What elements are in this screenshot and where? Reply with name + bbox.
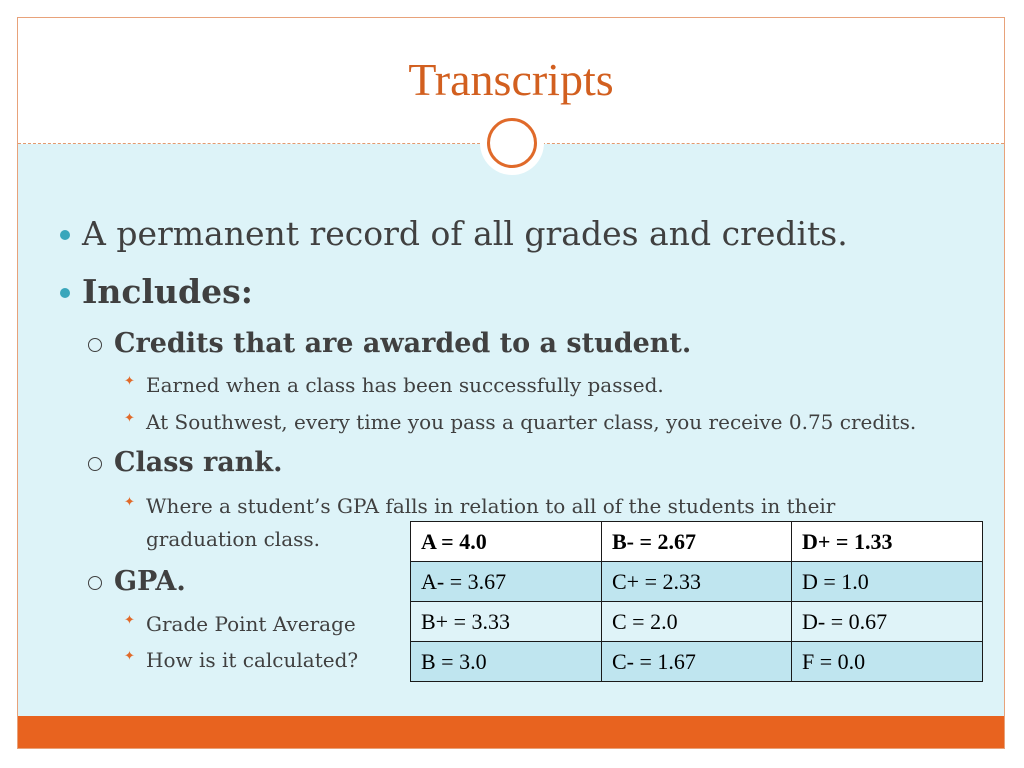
table-cell: C- = 1.67 bbox=[602, 642, 792, 682]
circle-bullet-icon bbox=[88, 338, 102, 352]
sub-sub-bullet-rank-desc-cont bbox=[146, 527, 320, 551]
bullet-text: Credits that are awarded to a student. bbox=[114, 328, 692, 359]
bullet-text: A permanent record of all grades and credits. bbox=[82, 214, 848, 253]
circle-bullet-icon bbox=[88, 576, 102, 590]
table-cell: F = 0.0 bbox=[792, 642, 983, 682]
bullet-text: Where a student’s GPA falls in relation to all of the students in their bbox=[146, 494, 836, 518]
table-cell: B+ = 3.33 bbox=[411, 602, 602, 642]
title-ornament bbox=[480, 111, 544, 175]
dot-bullet-icon bbox=[60, 288, 70, 298]
table-cell: D = 1.0 bbox=[792, 562, 983, 602]
bullet-permanent-record bbox=[82, 214, 848, 253]
table-cell: C+ = 2.33 bbox=[602, 562, 792, 602]
table-row bbox=[411, 562, 983, 602]
bullet-text: Class rank. bbox=[114, 447, 283, 478]
star-bullet-icon: ✦ bbox=[124, 495, 135, 510]
sub-sub-bullet-gpa-def bbox=[124, 612, 356, 636]
sub-bullet-credits bbox=[114, 328, 691, 359]
sub-sub-bullet-gpa-calc bbox=[124, 648, 359, 672]
table-row bbox=[411, 602, 983, 642]
table-cell: B = 3.0 bbox=[411, 642, 602, 682]
grade-table bbox=[410, 521, 983, 682]
bullet-text: GPA. bbox=[114, 566, 186, 597]
star-bullet-icon: ✦ bbox=[124, 374, 135, 389]
bullet-text: graduation class. bbox=[146, 527, 321, 551]
circle-bullet-icon bbox=[88, 457, 102, 471]
sub-bullet-gpa bbox=[114, 566, 186, 597]
table-cell: C = 2.0 bbox=[602, 602, 792, 642]
bullet-text: How is it calculated? bbox=[146, 648, 359, 672]
table-cell: D- = 0.67 bbox=[792, 602, 983, 642]
table-cell: A- = 3.67 bbox=[411, 562, 602, 602]
slide bbox=[17, 17, 1005, 749]
sub-sub-bullet-earned bbox=[124, 373, 664, 397]
slide-title: Transcripts bbox=[408, 54, 614, 105]
sub-sub-bullet-rank-desc bbox=[124, 494, 836, 518]
table-cell: B- = 2.67 bbox=[602, 522, 792, 562]
dot-bullet-icon bbox=[60, 230, 70, 240]
footer-bar bbox=[18, 716, 1004, 749]
table-cell: A = 4.0 bbox=[411, 522, 602, 562]
sub-bullet-class-rank bbox=[114, 447, 283, 478]
bullet-includes bbox=[82, 272, 253, 311]
table-row bbox=[411, 642, 983, 682]
star-bullet-icon: ✦ bbox=[124, 649, 135, 664]
table-row bbox=[411, 522, 983, 562]
table-cell: D+ = 1.33 bbox=[792, 522, 983, 562]
sub-sub-bullet-southwest bbox=[124, 410, 917, 434]
bullet-text: At Southwest, every time you pass a quarter class, you receive 0.75 credits. bbox=[146, 410, 917, 434]
star-bullet-icon: ✦ bbox=[124, 411, 135, 426]
star-bullet-icon: ✦ bbox=[124, 613, 135, 628]
bullet-text: Grade Point Average bbox=[146, 612, 356, 636]
bullet-text: Earned when a class has been successfully passed. bbox=[146, 373, 664, 397]
bullet-text: Includes: bbox=[82, 272, 253, 311]
ring-icon bbox=[487, 118, 537, 168]
